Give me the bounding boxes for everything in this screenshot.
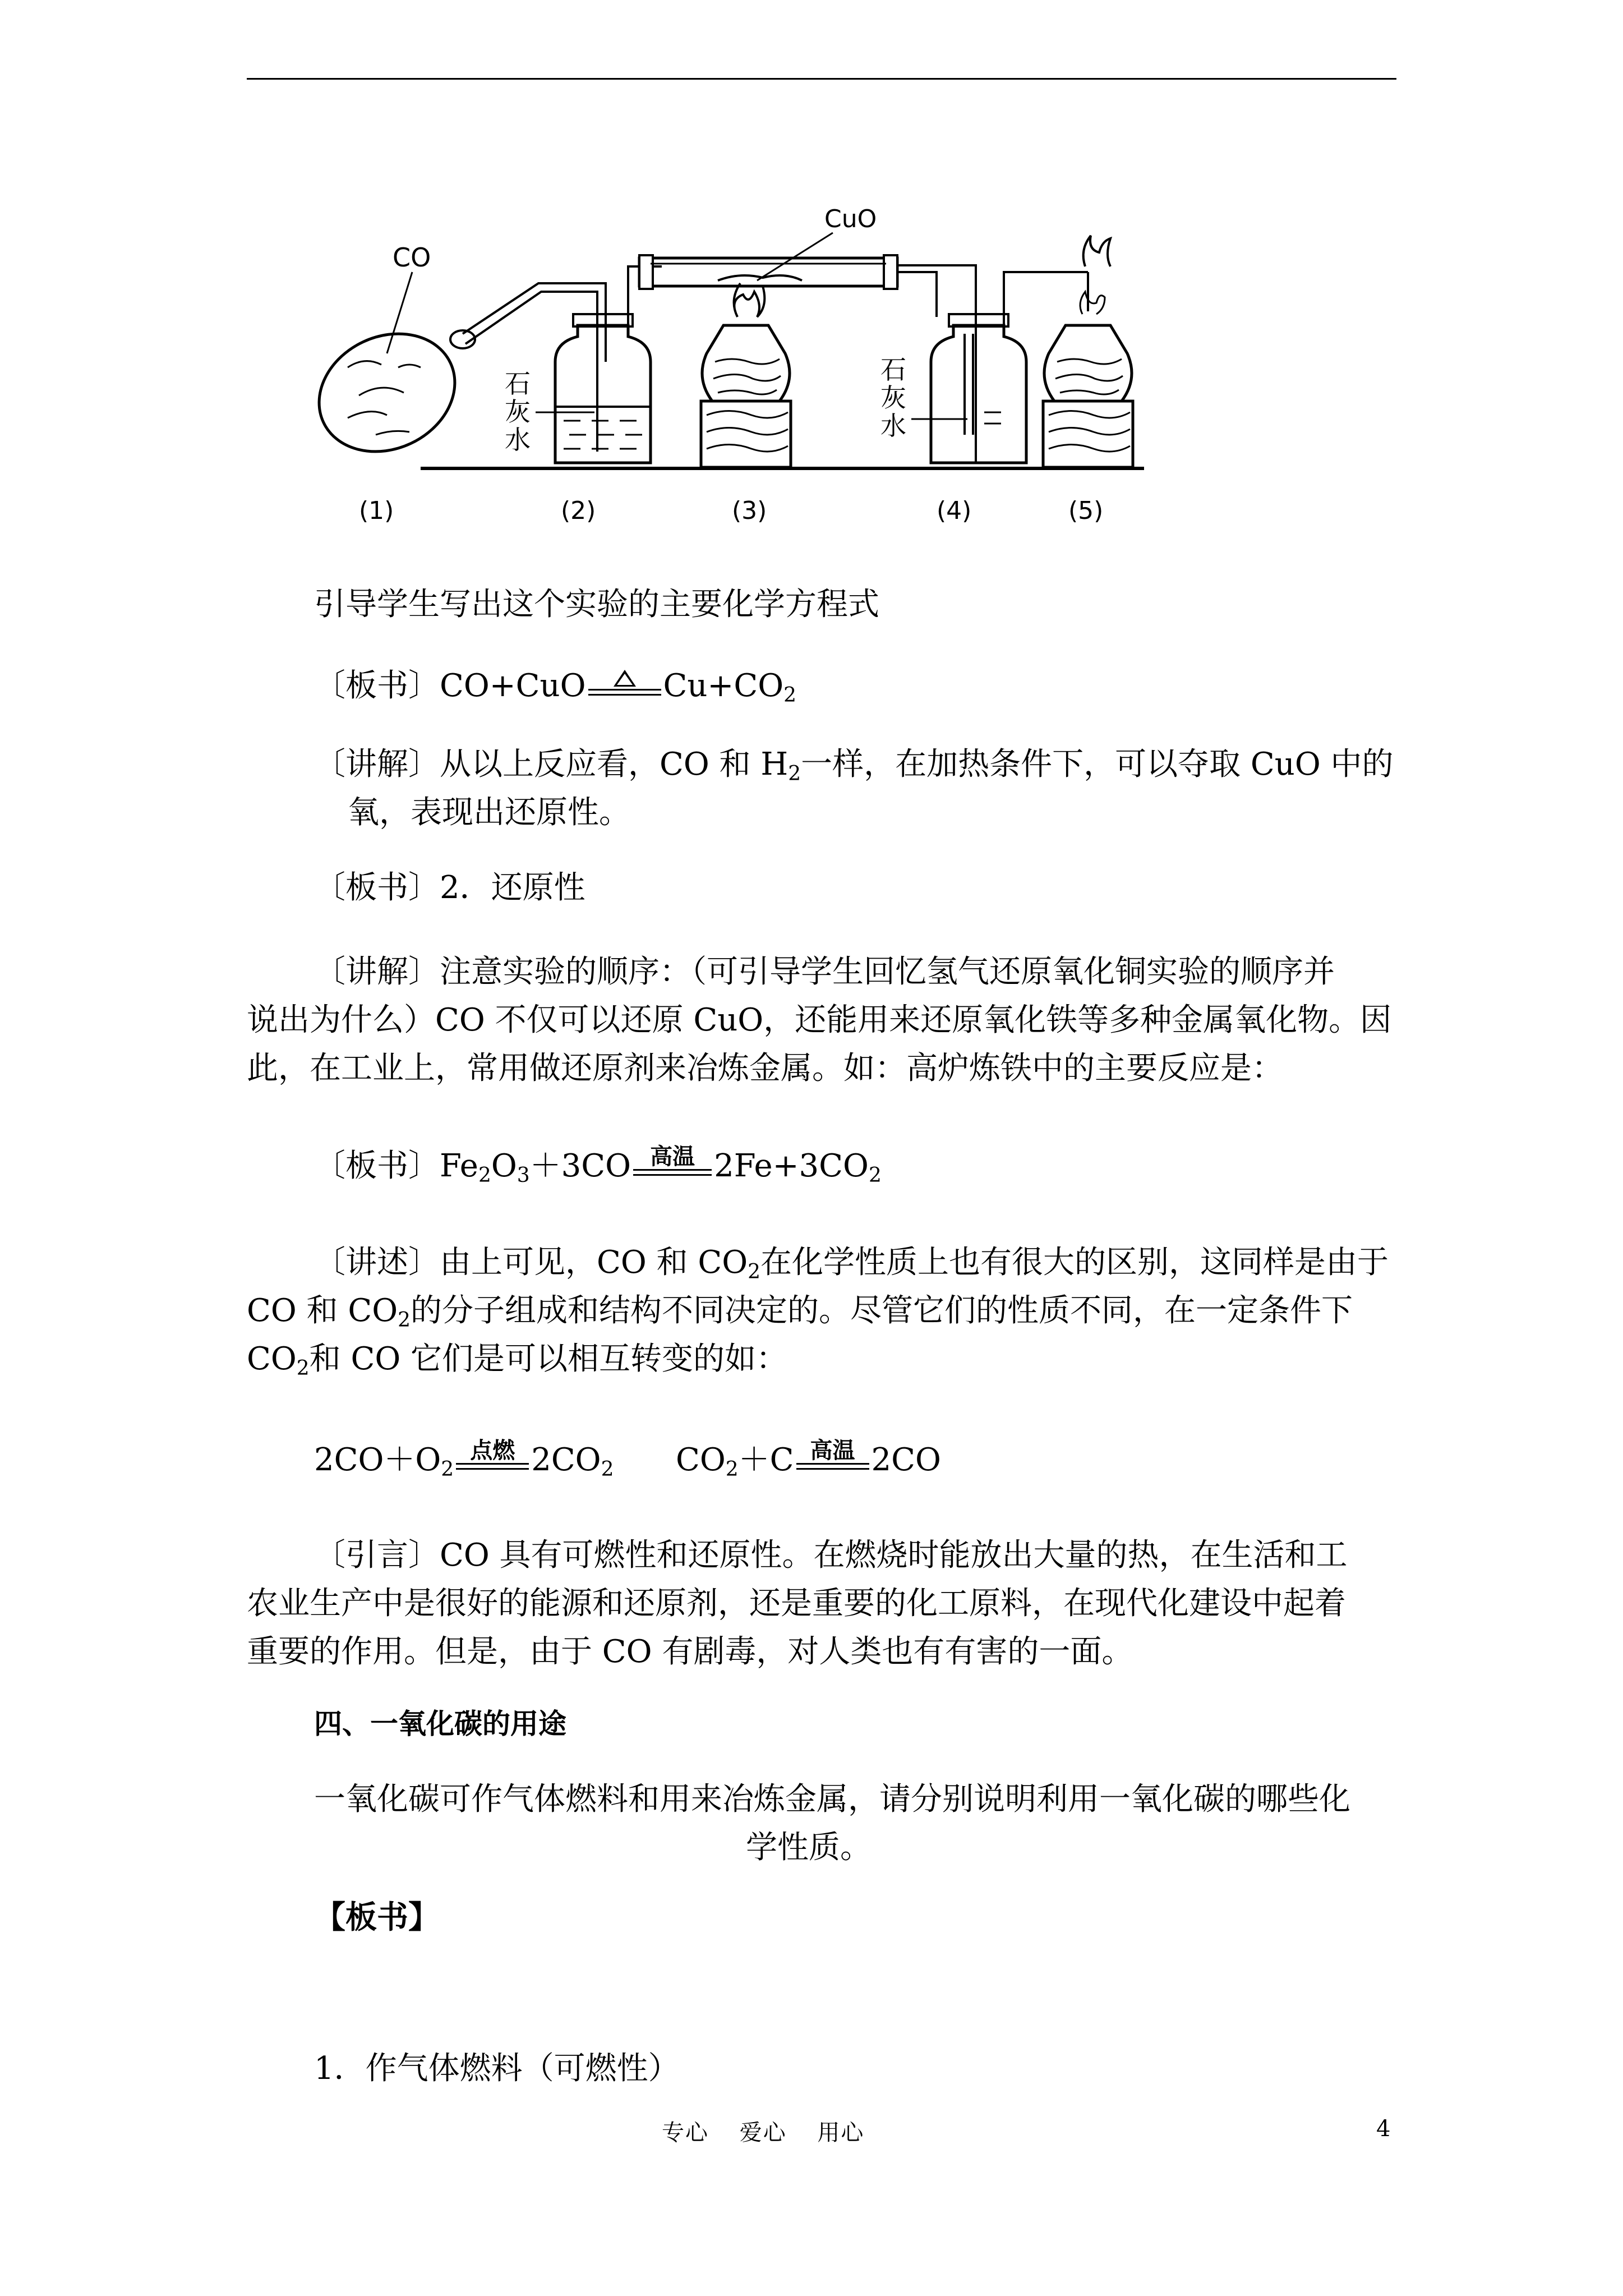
eq1-condition [588,666,661,710]
eq2-sub-b: 3 [517,1164,530,1187]
p3-tag: 〔讲解〕 [314,746,440,783]
eq2-fe: Fe [440,1148,478,1184]
footer-motto: 专心 爱心 用心 [662,2120,865,2146]
paragraph-uses-line1: 一氧化碳可作气体燃料和用来冶炼金属，请分别说明利用一氧化碳的哪些化 [314,1781,1350,1818]
p7-l1-b: 在化学性质上也有很大的区别，这同样是由于 [760,1244,1389,1281]
header-rule [247,78,1396,80]
limewater-bottle-4 [880,272,1088,463]
caption-5: (5) [1068,496,1104,525]
equation-fe2o3 [314,1142,882,1190]
limewater-label-4-c: 水 [880,411,906,441]
paragraph-intro-line3: 重要的作用。但是，由于 CO 有剧毒，对人类也有有害的一面。 [247,1634,1133,1670]
paragraph-uses-line2: 学性质。 [746,1829,872,1866]
p3-text-a: 从以上反应看，CO 和 H [440,746,789,783]
eq3b-right: 2CO [871,1442,941,1478]
heat-triangle-icon [614,670,636,687]
eq2-cond-text: 高温 [650,1144,695,1170]
eq3a-cond-text: 点燃 [470,1438,515,1464]
paragraph-explain-2-line2: 说出为什么）CO 不仅可以还原 CuO，还能用来还原氧化铁等多种金属氧化物。因 [247,1002,1392,1038]
combustion-tube [639,205,976,463]
p7-l1-a: 〔讲述〕由上可见，CO 和 CO [314,1244,748,1281]
cuo-label: CuO [824,205,877,233]
eq2-sub-a: 2 [478,1164,491,1187]
eq2-rest: ＋3CO [529,1148,631,1184]
p3-text-b: 一样，在加热条件下，可以夺取 CuO 中的 [801,746,1394,783]
co-gas-bag [314,242,606,473]
p7-l2-a: CO 和 CO [247,1292,398,1329]
p7-l2-b: 的分子组成和结构不同决定的。尽管它们的性质不同，在一定条件下 [411,1292,1353,1329]
eq3b-condition [796,1438,869,1484]
paragraph-intro-line2: 农业生产中是很好的能源和还原剂，还是重要的化工原料，在现代化建设中起着 [247,1585,1346,1622]
eq2-o: O [491,1148,517,1184]
paragraph-board-heading: 【板书】 [314,1899,440,1936]
eq3b-mid: ＋C [738,1442,794,1478]
paragraph-narrate-line3 [247,1335,787,1383]
eq3a-condition [456,1438,529,1484]
eq3a-left: 2CO＋O [314,1442,441,1478]
eq3a-sub2: 2 [601,1458,614,1481]
limewater-label-4-b: 灰 [880,383,906,413]
paragraph-explain-2-line3: 此，在工业上，常用做还原剂来冶炼金属。如：高炉炼铁中的主要反应是： [247,1050,1283,1087]
limewater-label-4-a: 石 [880,355,906,385]
alcohol-lamp-3 [701,283,791,467]
co-label: CO [393,242,431,273]
p3-sub: 2 [788,762,801,785]
p7-l3-sub: 2 [296,1357,310,1380]
eq2-sub-c: 2 [868,1164,882,1187]
paragraph-guide: 引导学生写出这个实验的主要化学方程式 [314,586,879,623]
apparatus-figure [314,199,1211,536]
p7-l3-a: CO [247,1341,297,1377]
p7-l2-sub: 2 [398,1309,411,1332]
eq3a-sub: 2 [441,1458,454,1481]
caption-1: (1) [359,496,394,525]
eq3b-left: CO [676,1442,726,1478]
eq1-right: Cu+CO [663,668,784,704]
eq2-condition [633,1144,712,1190]
eq1-left: CO+CuO [440,668,586,704]
paragraph-narrate-line1 [314,1239,1389,1287]
eq3b-cond-text: 高温 [810,1438,855,1464]
paragraph-explain-2-line1: 〔讲解〕注意实验的顺序：（可引导学生回忆氢气还原氧化铜实验的顺序并 [314,954,1335,990]
apparatus-diagram [314,199,1211,536]
equation-co-cuo [314,662,796,710]
paragraph-explain-1 [314,740,1394,789]
alcohol-lamp-5 [1043,236,1133,467]
page-number: 4 [1376,2116,1391,2142]
paragraph-explain-1-line2: 氧，表现出还原性。 [348,794,630,831]
eq1-sub: 2 [783,684,797,707]
p7-l1-sub: 2 [748,1260,761,1283]
limewater-bottle-2 [505,266,662,463]
caption-3: (3) [732,496,767,525]
eq2-right: 2Fe+3CO [714,1148,869,1184]
equation-co-o2 [314,1436,614,1484]
limewater-label-2-a: 石 [505,369,531,399]
eq2-tag: 〔板书〕 [314,1148,440,1184]
eq1-tag: 〔板书〕 [314,668,440,704]
caption-2: (2) [561,496,596,525]
p7-l3-b: 和 CO 它们是可以相互转变的如： [309,1341,788,1377]
section-heading-uses: 四、一氧化碳的用途 [314,1707,566,1740]
caption-4: (4) [937,496,972,525]
paragraph-board-2: 〔板书〕2．还原性 [314,869,585,906]
paragraph-intro-line1: 〔引言〕CO 具有可燃性和还原性。在燃烧时能放出大量的热，在生活和工 [314,1537,1348,1573]
eq3b-sub: 2 [725,1458,739,1481]
eq3a-right: 2CO [531,1442,601,1478]
limewater-label-2-c: 水 [505,425,531,455]
paragraph-item-1: 1．作气体燃料（可燃性） [314,2050,680,2087]
limewater-label-2-b: 灰 [505,397,531,427]
paragraph-narrate-line2 [247,1287,1353,1335]
equation-co2-c [676,1436,941,1484]
